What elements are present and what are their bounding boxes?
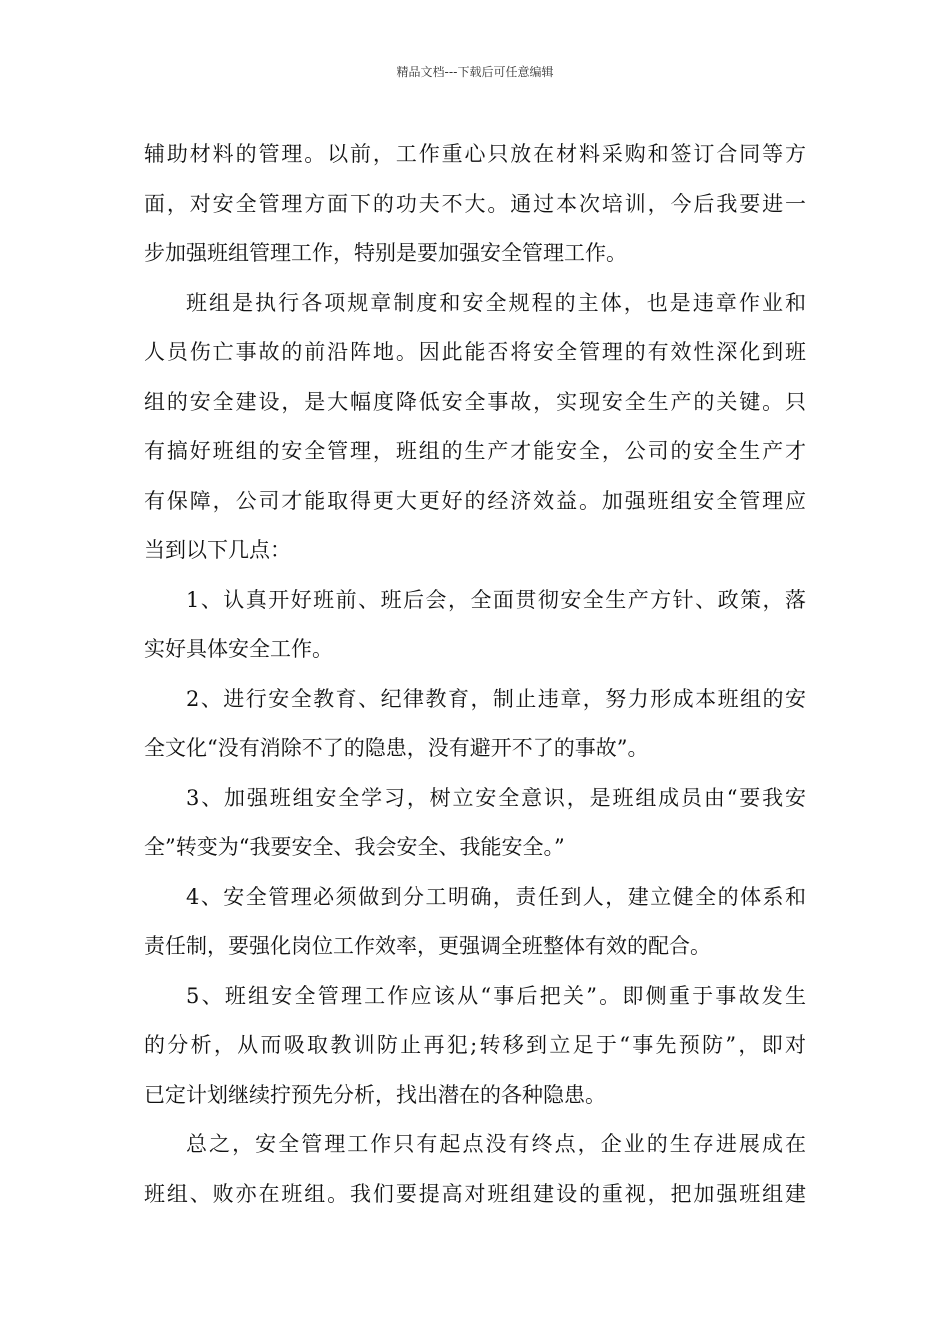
paragraph bbox=[144, 1120, 806, 1219]
paragraph-line: 组的安全建设，是大幅度降低安全事故，实现安全生产的关键。只 bbox=[144, 389, 806, 414]
paragraph-line: 班组是执行各项规章制度和安全规程的主体，也是违章作业和 bbox=[186, 290, 806, 315]
paragraph-line: 有搞好班组的安全管理，班组的生产才能安全，公司的安全生产才 bbox=[144, 439, 806, 463]
paragraph-line: 4、安全管理必须做到分工明确，责任到人，建立健全的体系和 bbox=[186, 884, 806, 909]
paragraph-line: 全文化“没有消除不了的隐患，没有避开不了的事故”。 bbox=[144, 736, 649, 760]
paragraph-line: 有保障，公司才能取得更大更好的经济效益。加强班组安全管理应 bbox=[144, 488, 806, 513]
paragraph bbox=[144, 873, 806, 972]
paragraph-line: 5、班组安全管理工作应该从“事后把关”。即侧重于事故发生 bbox=[186, 983, 806, 1008]
page-header: 精品文档---下载后可任意编辑 bbox=[396, 65, 554, 79]
paragraph-line: 1、认真开好班前、班后会，全面贯彻安全生产方针、政策，落 bbox=[186, 587, 806, 612]
paragraph bbox=[144, 130, 806, 279]
paragraph-line: 全”转变为“我要安全、我会安全、我能安全。” bbox=[144, 835, 565, 859]
paragraph bbox=[144, 675, 806, 774]
paragraph-line: 步加强班组管理工作，特别是要加强安全管理工作。 bbox=[144, 241, 627, 265]
paragraph bbox=[144, 774, 806, 873]
paragraph bbox=[144, 972, 806, 1121]
document-body bbox=[144, 130, 806, 1219]
paragraph-line: 的分析，从而吸取教训防止再犯;转移到立足于“事先预防”，即对 bbox=[144, 1033, 806, 1057]
paragraph-line: 面，对安全管理方面下的功夫不大。通过本次培训，今后我要进一 bbox=[144, 191, 806, 216]
paragraph-line: 2、进行安全教育、纪律教育，制止违章，努力形成本班组的安 bbox=[186, 686, 806, 711]
paragraph-line: 总之，安全管理工作只有起点没有终点，企业的生存进展成在 bbox=[186, 1132, 806, 1156]
paragraph-line: 责任制，要强化岗位工作效率，更强调全班整体有效的配合。 bbox=[144, 934, 711, 958]
paragraph-line: 人员伤亡事故的前沿阵地。因此能否将安全管理的有效性深化到班 bbox=[144, 340, 806, 364]
paragraph bbox=[144, 576, 806, 675]
paragraph-line: 3、加强班组安全学习，树立安全意识，是班组成员由“要我安 bbox=[186, 785, 806, 810]
paragraph-line: 已定计划继续拧预先分析，找出潜在的各种隐患。 bbox=[144, 1082, 606, 1107]
paragraph-line: 辅助材料的管理。以前，工作重心只放在材料采购和签订合同等方 bbox=[144, 142, 806, 166]
paragraph-line: 实好具体安全工作。 bbox=[144, 637, 333, 661]
paragraph-line: 班组、败亦在班组。我们要提高对班组建设的重视，把加强班组建 bbox=[144, 1181, 806, 1206]
paragraph-line: 当到以下几点： bbox=[144, 538, 291, 562]
paragraph bbox=[144, 279, 806, 576]
